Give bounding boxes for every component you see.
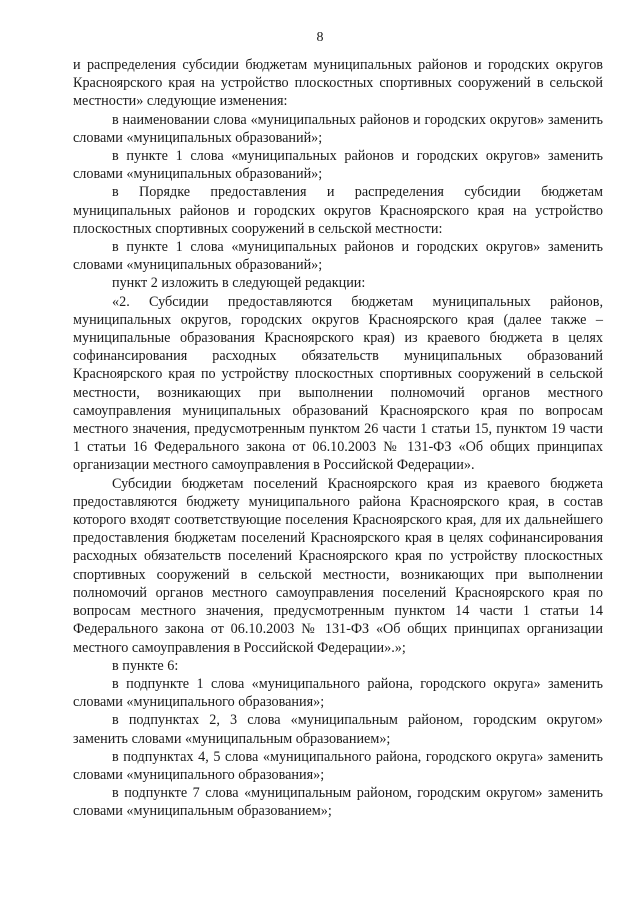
paragraph: в подпунктах 2, 3 слова «муниципальным районом, городским округом» заменить словами «муниципальным образованием»; bbox=[73, 712, 603, 747]
paragraph: в наименовании слова «муниципальных районов и городских округов» заменить словами «муниципальных образований»; bbox=[73, 111, 603, 146]
paragraph: пункт 2 изложить в следующей редакции: bbox=[112, 275, 366, 292]
paragraph: Субсидии бюджетам поселений Красноярского края из краевого бюджета предоставляются бюджету муниципального района Красноярского края, в состав которого входят соответствующие поселения Красноярского края, для их дальнейшего предоставления бюджетам поселений Красноярского края в целях софинансирования расходных обязательств поселений Красноярского края по устройству плоскостных спортивных сооружений в сельской местности, возникающих при выполнении полномочий органов местного самоуправления поселений Красноярского края по вопросам местного значения, предусмотренным пунктом 14 части 1 статьи 14 Федерального закона от 06.10.2003 № 131-ФЗ «Об общих принципах организации местного самоуправления в Российской Федерации».»; bbox=[73, 475, 603, 656]
page-number: 8 bbox=[316, 30, 324, 45]
paragraph: в Порядке предоставления и распределения субсидии бюджетам муниципальных районов и городских округов Красноярского края на устройство плоскостных спортивных сооружений в сельской местности: bbox=[73, 184, 603, 237]
paragraph: в пункте 1 слова «муниципальных районов и городских округов» заменить словами «муниципальных образований»; bbox=[73, 239, 603, 274]
paragraph: в подпункте 1 слова «муниципального района, городского округа» заменить словами «муниципального образования»; bbox=[73, 675, 603, 711]
document-body bbox=[73, 56, 603, 821]
paragraph: в подпункте 7 слова «муниципальным районом, городским округом» заменить словами «муниципальным образованием»; bbox=[73, 785, 603, 820]
paragraph: в пункте 6: bbox=[112, 657, 179, 674]
paragraph: в пункте 1 слова «муниципальных районов и городских округов» заменить словами «муниципальных образований»; bbox=[73, 148, 603, 183]
paragraph: «2. Субсидии предоставляются бюджетам муниципальных районов, муниципальных округов, городских округов Красноярского края (далее также – муниципальные образования Красноярского края) из краевого бюджета в целях софинансирования расходных обязательств муниципальных образований Красноярского края по устройству плоскостных спортивных сооружений в сельской местности, возникающих при выполнении полномочий органов местного самоуправления муниципальных образований Красноярского края по вопросам местного значения, предусмотренным пунктом 26 части 1 статьи 15, пунктом 19 части 1 статьи 16 Федерального закона от 06.10.2003 № 131-ФЗ «Об общих принципах организации местного самоуправления в Российской Федерации». bbox=[73, 293, 603, 474]
paragraph: и распределения субсидии бюджетам муниципальных районов и городских округов Красноярского края на устройство плоскостных спортивных сооружений в сельской местности» следующие изменения: bbox=[73, 57, 603, 110]
paragraph: в подпунктах 4, 5 слова «муниципального района, городского округа» заменить словами «муниципального образования»; bbox=[73, 748, 603, 783]
